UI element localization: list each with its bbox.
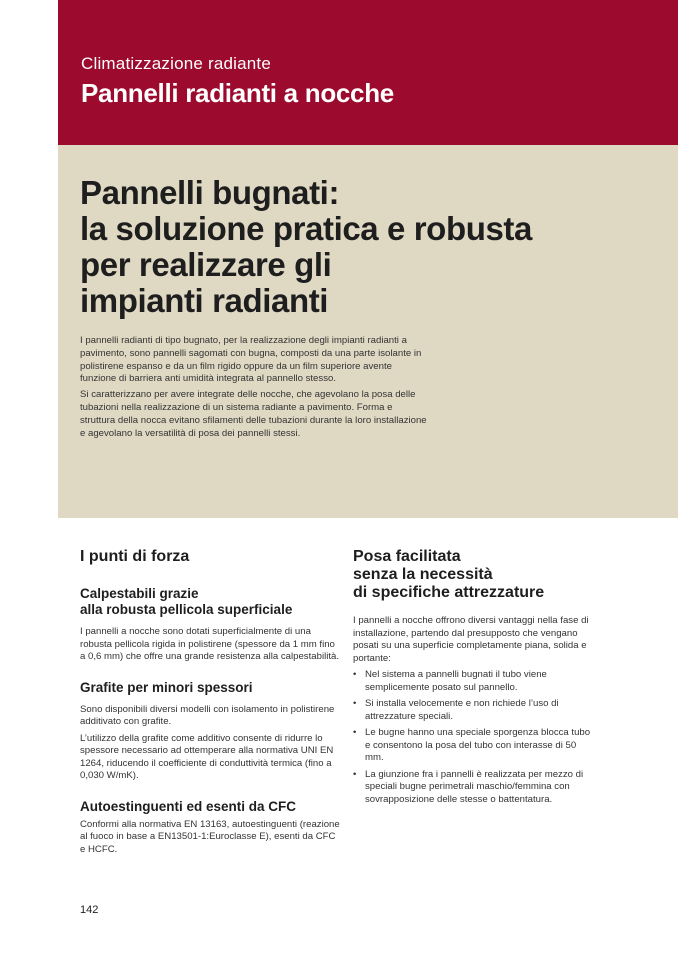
installation-title-line: di specifiche attrezzature [353, 584, 545, 601]
header-banner [58, 0, 678, 145]
category-kicker: Climatizzazione radiante [81, 54, 271, 73]
strength-title-graphite: Grafite per minori spessori [80, 679, 253, 695]
hero-headline-line: la soluzione pratica e robusta [80, 210, 532, 247]
hero-headline-line: impianti radianti [80, 282, 329, 319]
installation-bullets [353, 669, 593, 806]
installation-intro: I pannelli a nocche offrono diversi vantaggi nella fase di installazione, partendo dal presupposto che vengano posati su una superficie completamente piana, solida e portante: [353, 615, 589, 664]
list-item: • Le bugne hanno una speciale sporgenza blocca tubo e consentono la posa del tubo con interasse di 50 mm. [353, 727, 593, 765]
strength-text: Conformi alla normativa EN 13163, autoestinguenti (reazione al fuoco in base a EN13501-1:Euroclasse E), esenti da CFC e HCFC. [80, 818, 340, 855]
hero-intro [80, 335, 430, 443]
hero-panel [58, 145, 678, 518]
hero-headline-line: Pannelli bugnati: [80, 174, 340, 211]
strength-text: L’utilizzo della grafite come additivo consente di ridurre lo spessore necessario ad ottemperare alla normativa UNI EN 1264, riducendo il coefficiente di conduttività termica (fino a 0,030 W/mK). [80, 732, 334, 781]
intro-paragraph: I pannelli radianti di tipo bugnato, per la realizzazione degli impianti radianti a pavimento, sono pannelli sagomati con bugna, composti da una parte isolante in polistirene espanso e da un film rigido oppure da un film superiore avente funzione di barriera anti umidità integrata al pannello stesso. [80, 335, 422, 385]
installation-title-line: Posa facilitata [353, 548, 461, 565]
strength-text: I pannelli a nocche sono dotati superficialmente di una robusta pellicola rigida in polistirene (spessore da 1 mm fino a 0,6 mm) che offre una grande resistenza alla calpestabilità. [80, 626, 339, 662]
section-title: Pannelli radianti a nocche [81, 78, 394, 108]
hero-headline-line: per realizzare gli [80, 246, 332, 283]
strength-text: Sono disponibili diversi modelli con isolamento in polistirene additivato con grafite. [80, 703, 335, 727]
strengths-column [80, 548, 342, 856]
installation-title [353, 548, 593, 602]
page-number: 142 [80, 904, 99, 916]
strength-title-line: alla robusta pellicola superficiale [80, 602, 293, 617]
strength-title-cfc: Autoestinguenti ed esenti da CFC [80, 798, 297, 814]
list-item: • Si installa velocemente e non richiede l’uso di attrezzature speciali. [353, 698, 593, 723]
strengths-title: I punti di forza [80, 548, 190, 565]
installation-title-line: senza la necessità [353, 566, 493, 583]
installation-column [353, 548, 593, 810]
list-item: • La giunzione fra i pannelli è realizzata per mezzo di speciali bugne perimetrali maschio/femmina con sovrapposizione delle stesse o battentatura. [353, 769, 593, 807]
list-item: • Nel sistema a pannelli bugnati il tubo viene semplicemente posato sul pannello. [353, 669, 593, 694]
strength-title-line: Calpestabili grazie [80, 586, 199, 601]
strength-title-walkable [80, 586, 342, 618]
hero-headline [80, 175, 660, 319]
intro-paragraph: Si caratterizzano per avere integrate delle nocche, che agevolano la posa delle tubazioni nella realizzazione di un sistema radiante a pavimento. Forma e struttura della nocca evitano sfilamenti delle tubazioni durante la loro installazione e agevolano la versatilità di posa dei pannelli stessi. [80, 389, 427, 439]
